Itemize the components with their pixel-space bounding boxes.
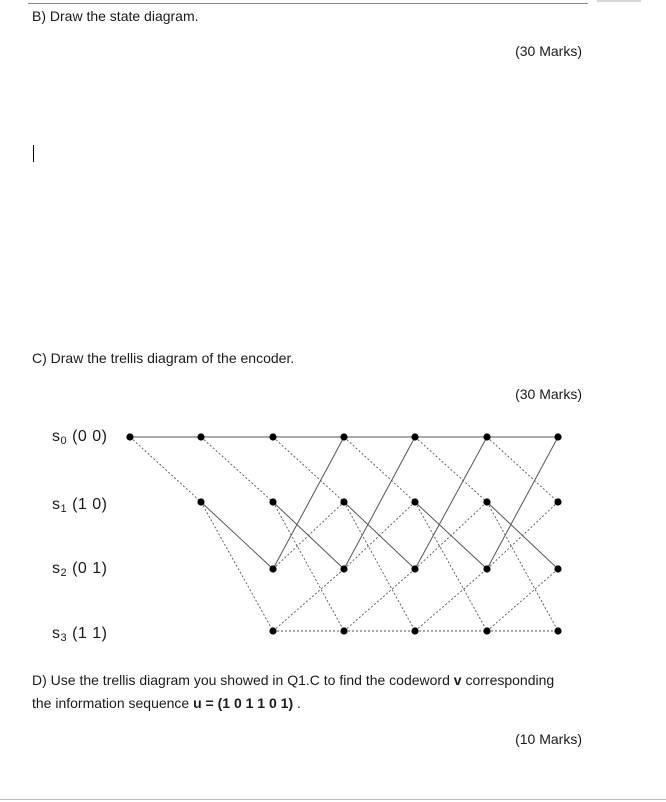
information-sequence: u = (1 0 1 1 0 1) xyxy=(193,695,294,711)
trellis-node-t4-s2 xyxy=(411,565,418,572)
trellis-node-t2-s3 xyxy=(269,627,276,634)
branch-input-1-t5-s3-to-s2 xyxy=(487,569,558,631)
state-label-s0: s0 (0 0) xyxy=(52,428,108,447)
trellis-node-t2-s1 xyxy=(269,498,276,505)
trellis-node-t5-s0 xyxy=(483,433,490,440)
trellis-node-t3-s1 xyxy=(340,498,347,505)
branch-input-0-t3-s2-to-s0 xyxy=(344,437,415,569)
section-c-heading: C) Draw the trellis diagram of the encoder. xyxy=(32,350,295,366)
trellis-node-t4-s1 xyxy=(411,498,418,505)
trellis-node-t1-s1 xyxy=(197,498,204,505)
branch-input-1-t1-s1-to-s3 xyxy=(201,502,273,631)
branch-input-1-t3-s3-to-s2 xyxy=(344,569,415,631)
branch-input-1-t1-s0-to-s1 xyxy=(201,437,273,502)
trellis-node-t5-s1 xyxy=(483,498,490,505)
branch-input-0-t5-s2-to-s0 xyxy=(487,437,558,569)
branch-input-1-t2-s1-to-s3 xyxy=(273,502,344,631)
section-b-marks: (30 Marks) xyxy=(515,43,582,59)
branch-input-1-t4-s3-to-s2 xyxy=(415,569,487,631)
codeword-symbol: v xyxy=(453,672,462,688)
trellis-node-t3-s2 xyxy=(340,565,347,572)
branch-input-0-t1-s1-to-s2 xyxy=(201,502,273,569)
section-c-marks: (30 Marks) xyxy=(515,386,582,402)
branch-input-1-t2-s3-to-s2 xyxy=(273,569,344,631)
trellis-node-t0-s0 xyxy=(126,433,133,440)
trellis-node-t4-s0 xyxy=(411,433,418,440)
trellis-node-t6-s1 xyxy=(554,498,561,505)
trellis-node-t5-s2 xyxy=(483,565,490,572)
trellis-node-t5-s3 xyxy=(483,627,490,634)
trellis-node-t6-s2 xyxy=(554,565,561,572)
section-d-line-2: the information sequence u = (1 0 1 1 0 1) . xyxy=(32,695,301,711)
trellis-node-t1-s0 xyxy=(197,433,204,440)
trellis-node-t2-s0 xyxy=(269,433,276,440)
trellis-node-t2-s2 xyxy=(269,565,276,572)
section-d-line-1: D) Use the trellis diagram you showed in Q1.C to find the codeword v corresponding xyxy=(32,672,555,688)
branch-input-0-t4-s2-to-s0 xyxy=(415,437,487,569)
trellis-node-t6-s3 xyxy=(554,627,561,634)
branch-input-1-t4-s1-to-s3 xyxy=(415,502,487,631)
section-b-heading: B) Draw the state diagram. xyxy=(32,8,199,24)
state-label-s2: s2 (0 1) xyxy=(52,560,108,579)
branch-input-1-t5-s1-to-s3 xyxy=(487,502,558,631)
branch-input-1-t2-s0-to-s1 xyxy=(273,437,344,502)
state-label-s1: s1 (1 0) xyxy=(52,496,108,515)
trellis-node-t3-s3 xyxy=(340,627,347,634)
section-d-marks: (10 Marks) xyxy=(515,731,582,747)
branch-input-1-t0-s0-to-s1 xyxy=(130,437,201,502)
branch-input-1-t4-s0-to-s1 xyxy=(415,437,487,502)
trellis-node-t4-s3 xyxy=(411,627,418,634)
branch-input-1-t3-s1-to-s3 xyxy=(344,502,415,631)
state-label-s3: s3 (1 1) xyxy=(52,625,108,644)
bottom-rule xyxy=(0,799,666,800)
trellis-node-t6-s0 xyxy=(554,433,561,440)
branch-input-0-t2-s2-to-s0 xyxy=(273,437,344,569)
trellis-node-t3-s0 xyxy=(340,433,347,440)
branch-input-1-t5-s0-to-s1 xyxy=(487,437,558,502)
branch-input-1-t3-s0-to-s1 xyxy=(344,437,415,502)
